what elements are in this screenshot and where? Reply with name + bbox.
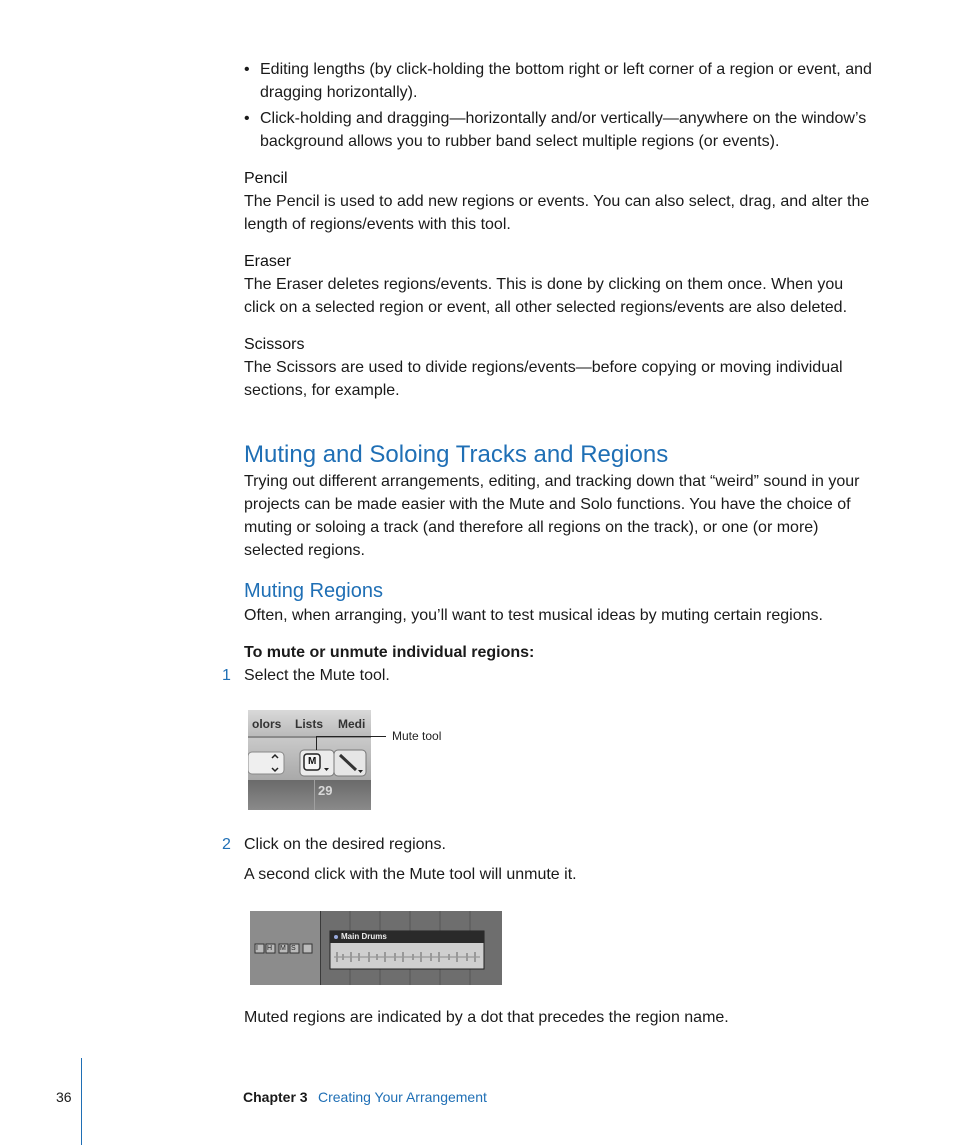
step-number: 2 xyxy=(222,836,231,853)
callout-label: Mute tool xyxy=(392,729,442,743)
subsection-title: Muting Regions xyxy=(244,580,383,602)
eraser-text: The Eraser deletes regions/events. This is done by clicking on them once. When you click on a selected region or event, all other selected regions/events are also deleted. xyxy=(244,276,848,316)
eraser-heading: Eraser xyxy=(244,253,292,270)
pencil-text: The Pencil is used to add new regions or events. You can also select, drag, and alter the length of regions/events with this tool. xyxy=(244,193,870,233)
track-button-m: M xyxy=(280,945,286,952)
menu-item-colors: olors xyxy=(252,717,282,731)
subsection-text: Often, when arranging, you’ll want to test musical ideas by muting certain regions. xyxy=(244,607,823,624)
callout-line xyxy=(316,736,317,750)
scissors-heading: Scissors xyxy=(244,336,305,353)
page-number: 36 xyxy=(56,1089,72,1105)
footer-chapter-label: Chapter 3 xyxy=(243,1089,308,1105)
closing-text: Muted regions are indicated by a dot that precedes the region name. xyxy=(244,1009,729,1026)
bullet-item: • Editing lengths (by click-holding the bottom right or left corner of a region or event, and dragging horizontally). xyxy=(244,58,890,104)
track-button-i: I xyxy=(256,945,258,952)
menu-item-lists: Lists xyxy=(295,717,324,731)
mute-tool-icon: M xyxy=(308,756,317,767)
region-name: Main Drums xyxy=(341,932,387,941)
callout-line xyxy=(316,736,386,737)
section-title: Muting and Soloing Tracks and Regions xyxy=(244,441,669,468)
pencil-heading: Pencil xyxy=(244,170,288,187)
scissors-text: The Scissors are used to divide regions/events—before copying or moving individual sections, for example. xyxy=(244,359,843,399)
mute-tool-figure xyxy=(248,710,371,810)
step-number: 1 xyxy=(222,667,231,684)
task-title: To mute or unmute individual regions: xyxy=(244,644,535,661)
step-text: Click on the desired regions. xyxy=(244,836,446,853)
track-button-h: H xyxy=(267,945,273,952)
track-button-s: S xyxy=(291,945,296,952)
step-note: A second click with the Mute tool will unmute it. xyxy=(244,866,577,883)
footer-chapter-title: Creating Your Arrangement xyxy=(318,1089,487,1105)
bar-number: 29 xyxy=(318,783,333,798)
menu-item-media: Medi xyxy=(338,717,366,731)
section-text: Trying out different arrangements, editing, and tracking down that “weird” sound in your projects can be made easier with the Mute and Solo functions. You have the choice of muting or soloing a track (and therefore all regions on the track), or one (or more) selected regions. xyxy=(244,473,860,559)
step-text: Select the Mute tool. xyxy=(244,667,390,684)
arrange-screenshot xyxy=(250,911,502,985)
muted-region-figure xyxy=(250,911,502,985)
footer-rule xyxy=(81,1058,82,1145)
bullet-item: • Click-holding and dragging—horizontally and/or vertically—anywhere on the window’s background allows you to rubber band select multiple regions (or events). xyxy=(244,107,890,153)
